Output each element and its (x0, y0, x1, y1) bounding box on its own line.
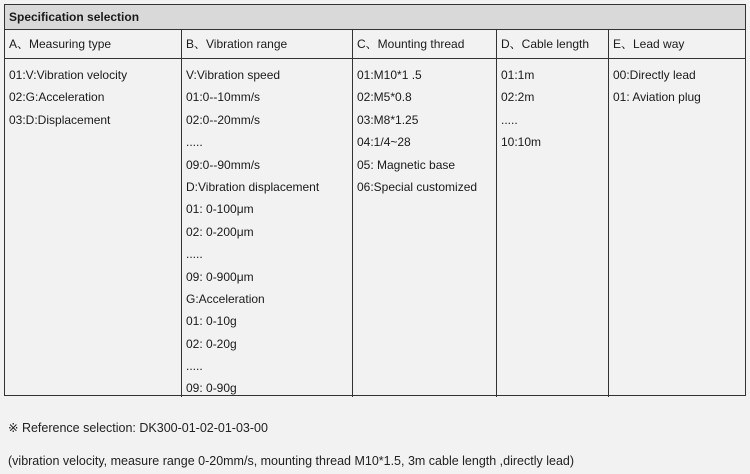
list-item: 05: Magnetic base (357, 157, 456, 172)
reference-selection: ※ Reference selection: DK300-01-02-01-03-00 (8, 421, 268, 435)
list-item: D:Vibration displacement (186, 179, 320, 194)
header-lead-way: E、Lead way (613, 37, 685, 51)
header-vibration-range: B、Vibration range (182, 30, 353, 58)
list-item: ..... (186, 359, 203, 374)
specification-table (4, 4, 746, 396)
table-title: Specification selection (5, 5, 745, 30)
list-item: G:Acceleration (186, 291, 265, 306)
list-item: 02:2m (501, 90, 535, 105)
header-cable-length: D、Cable length (497, 30, 609, 58)
list-item: 10:10m (501, 135, 542, 150)
reference-explanation: (vibration velocity, measure range 0-20mm/s, mounting thread M10*1.5, 3m cable length ,directly lead) (8, 454, 575, 468)
list-item: 00:Directly lead (613, 68, 696, 82)
list-item: 09:0--90mm/s (186, 157, 261, 172)
list-item: 02: 0-20g (186, 336, 237, 351)
cell-vibration-range (182, 59, 353, 397)
list-item: 09: 0-90g (186, 381, 237, 396)
cell-measuring-type (5, 59, 182, 397)
list-item: 02: 0-200μm (186, 224, 254, 239)
list-item: 02:0--20mm/s (186, 112, 261, 127)
list-item: 02:M5*0.8 (357, 90, 412, 105)
list-item: 01:M10*1 .5 (357, 68, 422, 82)
list-item: 01:0--10mm/s (186, 90, 261, 105)
header-measuring-type: A、Measuring type (5, 30, 182, 58)
header-mounting-thread: C、Mounting thread (353, 30, 497, 58)
list-item: 09: 0-900μm (186, 269, 254, 284)
cell-mounting-thread (353, 59, 497, 397)
cell-cable-length (497, 59, 609, 397)
cell-lead-way (609, 59, 745, 397)
table-header-row (5, 30, 745, 59)
list-item: 01: Aviation plug (613, 90, 701, 105)
list-item: 01:1m (501, 68, 535, 82)
list-item: 06:Special customized (357, 179, 478, 194)
list-item: 01: 0-100μm (186, 202, 254, 217)
list-item: 01: 0-10g (186, 314, 237, 329)
list-item: V:Vibration speed (186, 68, 281, 82)
list-item: 03:D:Displacement (9, 112, 111, 127)
list-item: 02:G:Acceleration (9, 90, 105, 105)
list-item: ..... (186, 247, 203, 262)
list-item: 01:V:Vibration velocity (9, 68, 128, 82)
list-item: ..... (501, 112, 518, 127)
list-item: 04:1/4~28 (357, 135, 411, 150)
table-body-row (5, 59, 745, 397)
list-item: ..... (186, 135, 203, 150)
list-item: 03:M8*1.25 (357, 112, 419, 127)
